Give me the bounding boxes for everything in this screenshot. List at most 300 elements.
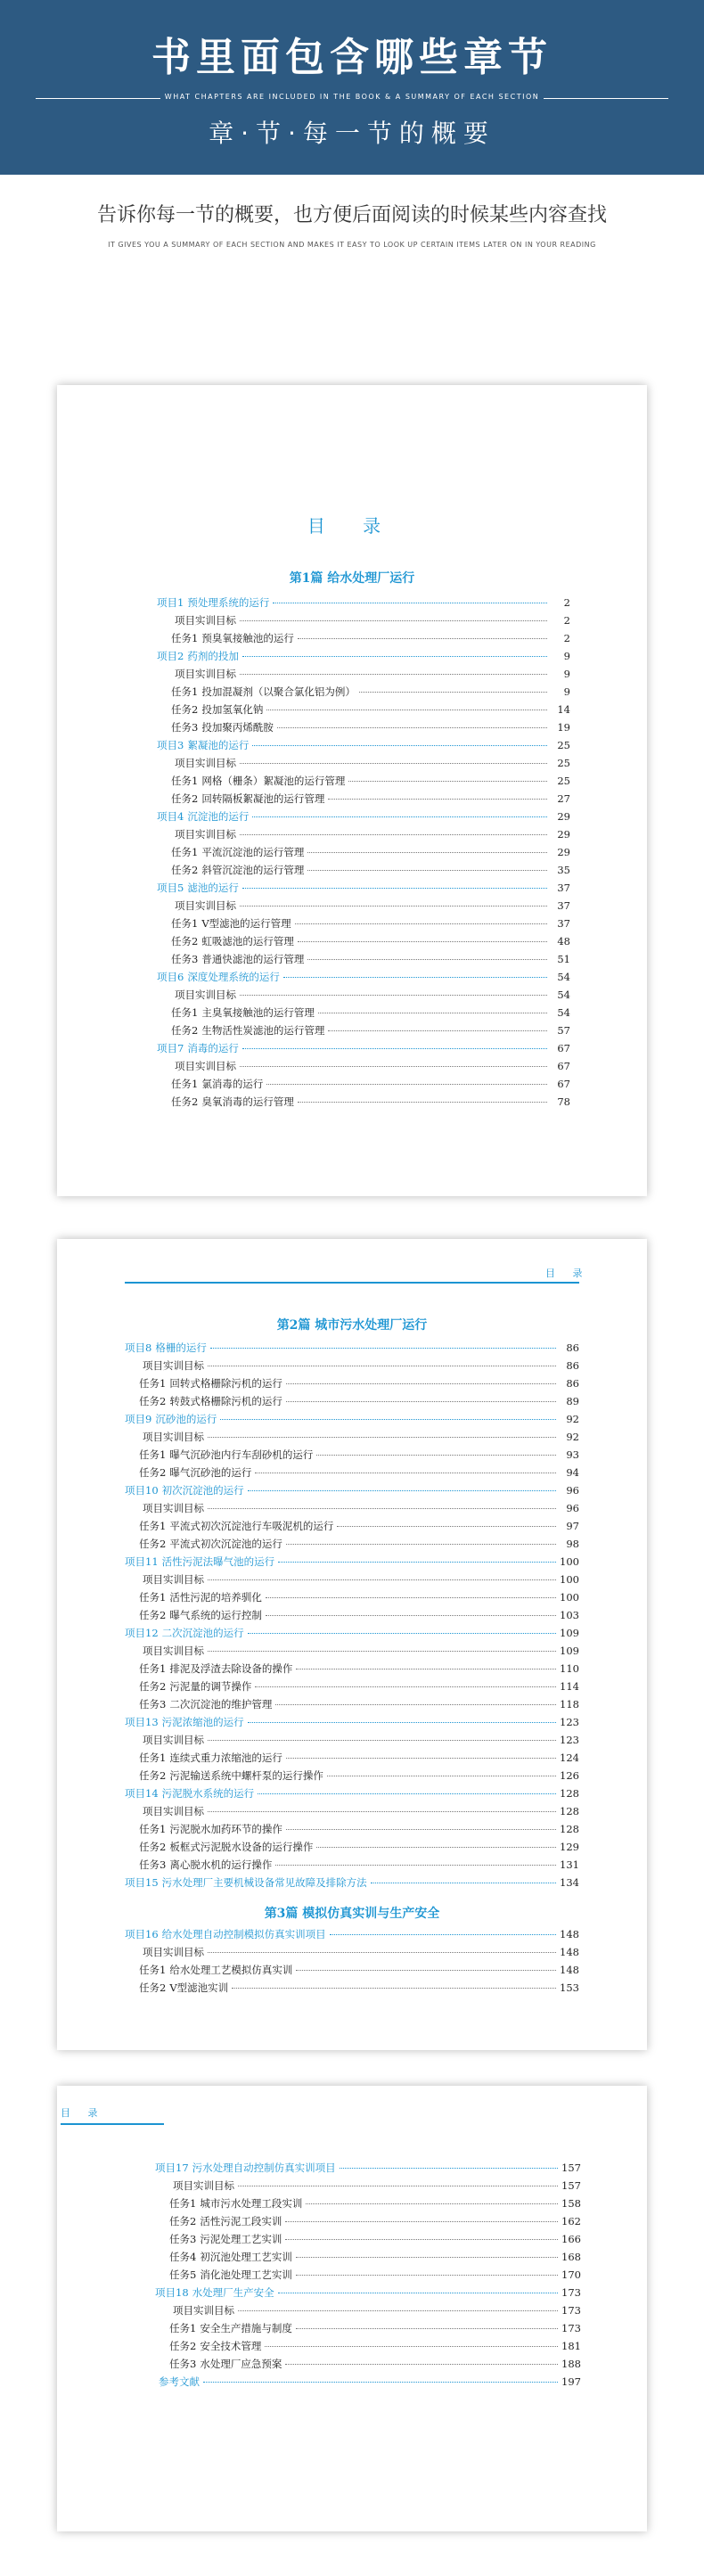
- toc-entry-number: 任务1: [139, 1520, 167, 1532]
- toc-page-number: 109: [560, 1645, 579, 1657]
- toc-entry-number: 任务3: [171, 953, 199, 965]
- toc-target-row: [157, 1059, 570, 1077]
- toc-entry-title: 项目实训目标: [175, 757, 236, 769]
- toc-task-row: [125, 1465, 579, 1483]
- toc-entry-number: 项目1: [157, 596, 184, 609]
- toc-project-row: [125, 1927, 579, 1945]
- toc-page-number: 57: [557, 1024, 570, 1037]
- toc-entry-title: 水处理厂应急预案: [200, 2358, 282, 2370]
- toc-page-number: 157: [561, 2179, 581, 2192]
- toc-list: [155, 2161, 581, 2392]
- toc-entry-number: 任务2: [171, 703, 199, 716]
- toc-leader-dots: [242, 656, 547, 657]
- toc-leader-dots: [240, 674, 547, 675]
- banner-subtitle-en: WHAT CHAPTERS ARE INCLUDED IN THE BOOK & A SUMMARY OF EACH SECTION: [164, 93, 540, 101]
- toc-page-number: 166: [561, 2233, 581, 2245]
- toc-entry-number: 任务1: [139, 1591, 167, 1604]
- toc-target-row: [155, 2178, 581, 2196]
- toc-entry-title: 项目实训目标: [143, 1805, 204, 1817]
- toc-entry-number: 任务1: [169, 2197, 197, 2210]
- toc-page-number: 35: [557, 864, 570, 876]
- toc-page-number: 126: [560, 1769, 579, 1782]
- toc-entry-number: 项目11: [125, 1555, 159, 1568]
- toc-page-number: 103: [560, 1609, 579, 1621]
- toc-leader-dots: [265, 2346, 558, 2347]
- toc-task-row: [157, 916, 570, 934]
- toc-page-number: 19: [557, 721, 570, 734]
- toc-leader-dots: [286, 1544, 556, 1545]
- toc-entry-title: 活性污泥法曝气池的运行: [161, 1555, 275, 1568]
- toc-entry-title: 污水处理厂主要机械设备常见故障及排除方法: [161, 1876, 367, 1889]
- toc-leader-dots: [296, 1970, 556, 1971]
- toc-entry-number: 项目7: [157, 1042, 184, 1054]
- toc-page-number: 48: [557, 935, 570, 948]
- toc-project-row: [125, 1412, 579, 1430]
- part-heading: 第1篇 给水处理厂运行: [289, 571, 415, 586]
- toc-entry-title: 项目实训目标: [143, 1645, 204, 1657]
- toc-task-row: [157, 1095, 570, 1112]
- toc-entry-title: 转鼓式格栅除污机的运行: [169, 1395, 282, 1407]
- toc-entry-title: 水处理厂生产安全: [192, 2286, 274, 2299]
- toc-entry-number: 任务2: [169, 2340, 197, 2352]
- toc-leader-dots: [255, 1686, 556, 1687]
- toc-entry-number: 任务1: [139, 1823, 167, 1835]
- toc-page-number: 25: [557, 739, 570, 751]
- toc-entry-number: 任务2: [139, 1769, 167, 1782]
- toc-entry-title: 污泥脱水加药环节的操作: [169, 1823, 282, 1835]
- toc-project-row: [157, 809, 570, 827]
- toc-leader-dots: [328, 1030, 547, 1031]
- toc-task-row: [157, 631, 570, 649]
- toc-page-number: 162: [561, 2215, 581, 2227]
- toc-page-number: 100: [560, 1591, 579, 1604]
- toc-entry-number: 任务3: [171, 721, 199, 734]
- toc-page-number: 37: [557, 882, 570, 894]
- toc-entry-number: 任务3: [139, 1858, 167, 1871]
- toc-leader-dots: [248, 1490, 556, 1491]
- toc-entry-number: 任务1: [139, 1662, 167, 1675]
- toc-target-row: [155, 2303, 581, 2321]
- toc-target-row: [125, 1430, 579, 1448]
- toc-task-row: [155, 2268, 581, 2285]
- toc-page-number: 124: [560, 1752, 579, 1764]
- toc-leader-dots: [307, 959, 547, 960]
- toc-entry-number: 项目8: [125, 1341, 152, 1354]
- toc-page-number: 131: [560, 1858, 579, 1871]
- toc-leader-dots: [295, 923, 547, 924]
- toc-page-number: 123: [560, 1716, 579, 1728]
- toc-entry-number: 任务2: [169, 2215, 197, 2227]
- toc-entry-number: 任务2: [171, 1095, 199, 1108]
- toc-entry-title: 项目实训目标: [143, 1573, 204, 1586]
- toc-project-row: [125, 1483, 579, 1501]
- toc-entry-title: 初次沉淀池的运行: [161, 1484, 244, 1497]
- toc-task-row: [125, 1519, 579, 1537]
- toc-page-number: 197: [561, 2375, 581, 2388]
- toc-target-row: [125, 1945, 579, 1963]
- toc-leader-dots: [286, 1401, 556, 1402]
- toc-entry-number: 任务2: [171, 792, 199, 805]
- toc-entry-number: 任务1: [171, 846, 199, 858]
- part-heading: 第3篇 模拟仿真实训与生产安全: [264, 1907, 440, 1921]
- toc-entry-title: 污泥浓缩池的运行: [161, 1716, 244, 1728]
- toc-page-number: 51: [557, 953, 570, 965]
- toc-task-row: [155, 2357, 581, 2375]
- toc-entry-number: 项目4: [157, 810, 184, 823]
- toc-leader-dots: [208, 1811, 556, 1812]
- toc-leader-dots: [242, 1048, 547, 1049]
- toc-entry-number: 任务3: [139, 1698, 167, 1710]
- toc-project-row: [157, 970, 570, 988]
- toc-target-row: [125, 1501, 579, 1519]
- toc-leader-dots: [240, 763, 547, 764]
- toc-leader-dots: [286, 1758, 556, 1759]
- toc-page-2: [57, 1239, 647, 2050]
- toc-leader-dots: [286, 1829, 556, 1830]
- toc-entry-number: 任务1: [171, 917, 199, 930]
- toc-project-row: [157, 649, 570, 667]
- toc-leader-dots: [275, 1704, 556, 1705]
- toc-leader-dots: [337, 1526, 556, 1527]
- toc-entry-title: 投加混凝剂（以聚合氯化铝为例）: [201, 685, 356, 698]
- toc-leader-dots: [307, 852, 547, 853]
- toc-list: [125, 1341, 579, 1893]
- toc-page-number: 86: [566, 1341, 579, 1354]
- toc-project-row: [125, 1875, 579, 1893]
- toc-entry-title: 回转隔板絮凝池的运行管理: [201, 792, 325, 805]
- toc-project-row: [157, 1041, 570, 1059]
- toc-entry-number: 项目6: [157, 971, 184, 983]
- toc-entry-number: 项目12: [125, 1627, 159, 1639]
- toc-page-number: 78: [557, 1095, 570, 1108]
- toc-leader-dots: [348, 781, 547, 782]
- toc-entry-title: 项目实训目标: [143, 1359, 204, 1372]
- toc-leader-dots: [238, 2310, 558, 2311]
- toc-entry-number: 项目16: [125, 1928, 159, 1940]
- toc-page-number: 153: [560, 1981, 579, 1994]
- toc-entry-title: 项目实训目标: [143, 1946, 204, 1958]
- toc-task-row: [157, 952, 570, 970]
- toc-target-row: [125, 1733, 579, 1751]
- toc-list: [157, 595, 570, 1112]
- toc-leader-dots: [296, 2257, 558, 2258]
- toc-task-row: [125, 1394, 579, 1412]
- toc-entry-number: 项目17: [155, 2162, 189, 2174]
- toc-task-row: [125, 1448, 579, 1465]
- toc-page-number: 148: [560, 1964, 579, 1976]
- toc-page-number: 128: [560, 1787, 579, 1800]
- toc-task-row: [125, 1840, 579, 1858]
- toc-task-row: [157, 792, 570, 809]
- toc-project-row: [155, 2161, 581, 2178]
- toc-entry-title: 排泥及浮渣去除设备的操作: [169, 1662, 293, 1675]
- toc-entry-title: 污泥量的调节操作: [169, 1680, 252, 1693]
- toc-leader-dots: [258, 1793, 556, 1794]
- toc-entry-title: V型滤池实训: [169, 1981, 229, 1994]
- toc-entry-number: 项目10: [125, 1484, 159, 1497]
- toc-page-number: 92: [566, 1431, 579, 1443]
- toc-entry-title: 项目实训目标: [175, 828, 236, 841]
- toc-entry-title: 投加聚丙烯酰胺: [201, 721, 274, 734]
- toc-leader-dots: [275, 1865, 556, 1866]
- toc-task-row: [155, 2321, 581, 2339]
- toc-leader-dots: [277, 727, 547, 728]
- toc-entry-title: 城市污水处理工段实训: [200, 2197, 303, 2210]
- toc-entry-number: 任务2: [139, 1680, 167, 1693]
- toc-entry-title: 项目实训目标: [175, 668, 236, 680]
- toc-entry-number: 任务2: [171, 864, 199, 876]
- banner-subtitle: 章·节·每一节的概要: [209, 119, 495, 148]
- toc-entry-title: 斜管沉淀池的运行管理: [201, 864, 305, 876]
- toc-page-number: 25: [557, 757, 570, 769]
- toc-entry-number: 任务1: [171, 685, 199, 698]
- toc-page-number: 9: [563, 685, 570, 698]
- toc-leader-dots: [252, 745, 547, 746]
- tagline-en: IT GIVES YOU A SUMMARY OF EACH SECTION AND MAKES IT EASY TO LOOK UP CERTAIN ITEMS LATER ON IN YOUR READING: [108, 241, 596, 249]
- toc-entry-title: 项目实训目标: [143, 1734, 204, 1746]
- toc-leader-dots: [220, 1419, 556, 1420]
- toc-page-number: 129: [560, 1841, 579, 1853]
- toc-page-number: 92: [566, 1413, 579, 1425]
- toc-entry-title: 氯消毒的运行: [201, 1078, 264, 1090]
- toc-entry-title: 安全技术管理: [200, 2340, 262, 2352]
- toc-entry-title: 曝气沉砂池内行车刮砂机的运行: [169, 1448, 314, 1461]
- toc-entry-number: 任务2: [171, 935, 199, 948]
- toc-entry-number: 任务3: [169, 2358, 197, 2370]
- toc-entry-number: 任务4: [169, 2251, 197, 2263]
- toc-entry-title: 投加氢氧化钠: [201, 703, 264, 716]
- toc-leader-dots: [296, 2275, 558, 2276]
- toc-target-row: [125, 1572, 579, 1590]
- toc-entry-title: 絮凝池的运行: [187, 739, 250, 751]
- toc-page-number: 173: [561, 2304, 581, 2317]
- toc-entry-title: 沉砂池的运行: [155, 1413, 217, 1425]
- toc-leader-dots: [203, 2382, 558, 2383]
- toc-list: [125, 1927, 579, 1998]
- toc-task-row: [157, 1077, 570, 1095]
- toc-task-row: [155, 2339, 581, 2357]
- toc-entry-title: 格栅的运行: [155, 1341, 207, 1354]
- toc-page-number: 148: [560, 1946, 579, 1958]
- header-rule: [125, 1282, 579, 1284]
- toc-entry-title: 污泥输送系统中螺杆泵的运行操作: [169, 1769, 323, 1782]
- toc-page-number: 97: [566, 1520, 579, 1532]
- toc-entry-title: 板框式污泥脱水设备的运行操作: [169, 1841, 314, 1853]
- toc-entry-title: 项目实训目标: [173, 2304, 234, 2317]
- toc-page-number: 181: [561, 2340, 581, 2352]
- toc-entry-number: 任务2: [139, 1609, 167, 1621]
- toc-entry-title: 二次沉淀池的运行: [161, 1627, 244, 1639]
- toc-leader-dots: [328, 799, 547, 800]
- toc-page-number: 109: [560, 1627, 579, 1639]
- toc-entry-title: 主臭氧接触池的运行管理: [201, 1006, 315, 1019]
- toc-task-row: [125, 1751, 579, 1768]
- toc-task-row: [157, 702, 570, 720]
- toc-task-row: [157, 863, 570, 881]
- toc-project-row: [125, 1626, 579, 1644]
- toc-project-row: [157, 881, 570, 898]
- toc-entry-number: 任务5: [169, 2268, 197, 2281]
- toc-entry-number: 项目13: [125, 1716, 159, 1728]
- toc-leader-dots: [240, 1066, 547, 1067]
- toc-task-row: [155, 2214, 581, 2232]
- toc-entry-number: 项目2: [157, 650, 184, 662]
- toc-task-row: [125, 1590, 579, 1608]
- toc-page-number: 67: [557, 1078, 570, 1090]
- toc-task-row: [157, 845, 570, 863]
- toc-project-row: [155, 2375, 581, 2392]
- toc-page-number: 157: [561, 2162, 581, 2174]
- toc-page-number: 67: [557, 1060, 570, 1072]
- toc-leader-dots: [208, 1651, 556, 1652]
- toc-entry-number: 任务1: [139, 1448, 167, 1461]
- toc-page-number: 123: [560, 1734, 579, 1746]
- toc-task-row: [157, 685, 570, 702]
- header-rule: [61, 2123, 164, 2125]
- toc-target-row: [157, 667, 570, 685]
- toc-page-number: 100: [560, 1555, 579, 1568]
- toc-leader-dots: [278, 1562, 556, 1563]
- toc-page-number: 9: [563, 650, 570, 662]
- toc-leader-dots: [208, 1508, 556, 1509]
- toc-page-number: 110: [560, 1662, 579, 1675]
- toc-leader-dots: [252, 816, 547, 817]
- toc-entry-number: 任务2: [139, 1841, 167, 1853]
- toc-entry-title: 活性污泥的培养驯化: [169, 1591, 262, 1604]
- toc-entry-title: 连续式重力浓缩池的运行: [169, 1752, 282, 1764]
- toc-page-number: 134: [560, 1876, 579, 1889]
- toc-leader-dots: [248, 1633, 556, 1634]
- toc-entry-title: 消化池处理工艺实训: [200, 2268, 292, 2281]
- toc-entry-title: 污水处理自动控制仿真实训项目: [192, 2162, 336, 2174]
- toc-leader-dots: [240, 906, 547, 907]
- toc-page-number: 29: [557, 810, 570, 823]
- toc-page-number: 93: [566, 1448, 579, 1461]
- toc-leader-dots: [266, 1597, 556, 1598]
- toc-leader-dots: [248, 1722, 556, 1723]
- toc-entry-title: 生物活性炭滤池的运行管理: [201, 1024, 325, 1037]
- part-heading: 第2篇 城市污水处理厂运行: [276, 1318, 428, 1333]
- toc-target-row: [125, 1804, 579, 1822]
- toc-page-number: 9: [563, 668, 570, 680]
- toc-page-3: [57, 2086, 647, 2531]
- toc-entry-title: 项目实训目标: [173, 2179, 234, 2192]
- toc-page-number: 118: [560, 1698, 579, 1710]
- toc-target-row: [157, 613, 570, 631]
- toc-entry-title: 平流式初次沉淀池的运行: [169, 1538, 282, 1550]
- toc-task-row: [125, 1376, 579, 1394]
- toc-page-number: 54: [557, 989, 570, 1001]
- toc-project-row: [125, 1786, 579, 1804]
- toc-project-row: [157, 738, 570, 756]
- toc-task-row: [157, 1023, 570, 1041]
- toc-page-number: 37: [557, 899, 570, 912]
- header-label: 目 录: [545, 1267, 590, 1279]
- toc-task-row: [157, 934, 570, 952]
- toc-task-row: [125, 1858, 579, 1875]
- toc-entry-number: 任务2: [139, 1538, 167, 1550]
- toc-page-number: 86: [566, 1377, 579, 1390]
- tagline: 告诉你每一节的概要，也方便后面阅读的时候某些内容查找: [96, 204, 607, 226]
- toc-entry-title: 沉淀池的运行: [187, 810, 250, 823]
- toc-leader-dots: [298, 1102, 547, 1103]
- toc-leader-dots: [316, 1847, 556, 1848]
- toc-task-row: [125, 1661, 579, 1679]
- toc-page-number: 54: [557, 1006, 570, 1019]
- toc-leader-dots: [298, 638, 547, 639]
- toc-entry-title: 曝气系统的运行控制: [169, 1609, 262, 1621]
- toc-target-row: [125, 1358, 579, 1376]
- toc-entry-number: 任务1: [139, 1377, 167, 1390]
- toc-page-number: 96: [566, 1484, 579, 1497]
- toc-leader-dots: [242, 888, 547, 889]
- toc-entry-title: 网格（栅条）絮凝池的运行管理: [201, 775, 346, 787]
- toc-leader-dots: [240, 995, 547, 996]
- toc-entry-title: 臭氧消毒的运行管理: [201, 1095, 294, 1108]
- toc-leader-dots: [208, 1437, 556, 1438]
- header-banner: [0, 0, 704, 175]
- toc-leader-dots: [266, 1084, 547, 1085]
- toc-task-row: [125, 1822, 579, 1840]
- toc-entry-title: 项目实训目标: [175, 614, 236, 627]
- toc-entry-number: 任务1: [171, 1006, 199, 1019]
- toc-leader-dots: [208, 1740, 556, 1741]
- toc-task-row: [125, 1981, 579, 1998]
- toc-task-row: [125, 1608, 579, 1626]
- toc-entry-title: 污泥脱水系统的运行: [161, 1787, 255, 1800]
- toc-entry-title: 污泥处理工艺实训: [200, 2233, 282, 2245]
- toc-entry-title: 安全生产措施与制度: [200, 2322, 292, 2334]
- toc-target-row: [157, 756, 570, 774]
- toc-leader-dots: [283, 977, 547, 978]
- toc-entry-title: 项目实训目标: [175, 989, 236, 1001]
- toc-page-1: [57, 385, 647, 1196]
- toc-leader-dots: [340, 2168, 558, 2169]
- toc-page-number: 168: [561, 2251, 581, 2263]
- toc-page-number: 29: [557, 846, 570, 858]
- toc-page-number: 29: [557, 828, 570, 841]
- toc-page-number: 100: [560, 1573, 579, 1586]
- toc-entry-title: 项目实训目标: [143, 1431, 204, 1443]
- toc-leader-dots: [359, 692, 547, 693]
- toc-entry-title: V型滤池的运行管理: [201, 917, 291, 930]
- toc-entry-title: 虹吸滤池的运行管理: [201, 935, 294, 948]
- toc-entry-title: 平流式初次沉淀池行车吸泥机的运行: [169, 1520, 334, 1532]
- toc-entry-number: 项目15: [125, 1876, 159, 1889]
- toc-target-row: [157, 988, 570, 1005]
- header-label: 目 录: [61, 2107, 105, 2119]
- toc-page-number: 188: [561, 2358, 581, 2370]
- toc-page-number: 94: [566, 1466, 579, 1479]
- toc-entry-title: 滤池的运行: [187, 882, 239, 894]
- toc-entry-number: 项目3: [157, 739, 184, 751]
- toc-leader-dots: [296, 2328, 558, 2329]
- toc-entry-title: 消毒的运行: [187, 1042, 239, 1054]
- toc-leader-dots: [316, 1455, 556, 1456]
- toc-project-row: [125, 1341, 579, 1358]
- toc-entry-title: 深度处理系统的运行: [187, 971, 280, 983]
- toc-entry-number: 任务1: [169, 2322, 197, 2334]
- toc-page-number: 89: [566, 1395, 579, 1407]
- toc-leader-dots: [285, 2221, 558, 2222]
- toc-task-row: [155, 2250, 581, 2268]
- toc-entry-title: 普通快滤池的运行管理: [201, 953, 305, 965]
- toc-page-number: 98: [566, 1538, 579, 1550]
- toc-project-row: [157, 595, 570, 613]
- toc-entry-number: 项目5: [157, 882, 184, 894]
- toc-page-number: 2: [563, 632, 570, 644]
- toc-page-number: 148: [560, 1928, 579, 1940]
